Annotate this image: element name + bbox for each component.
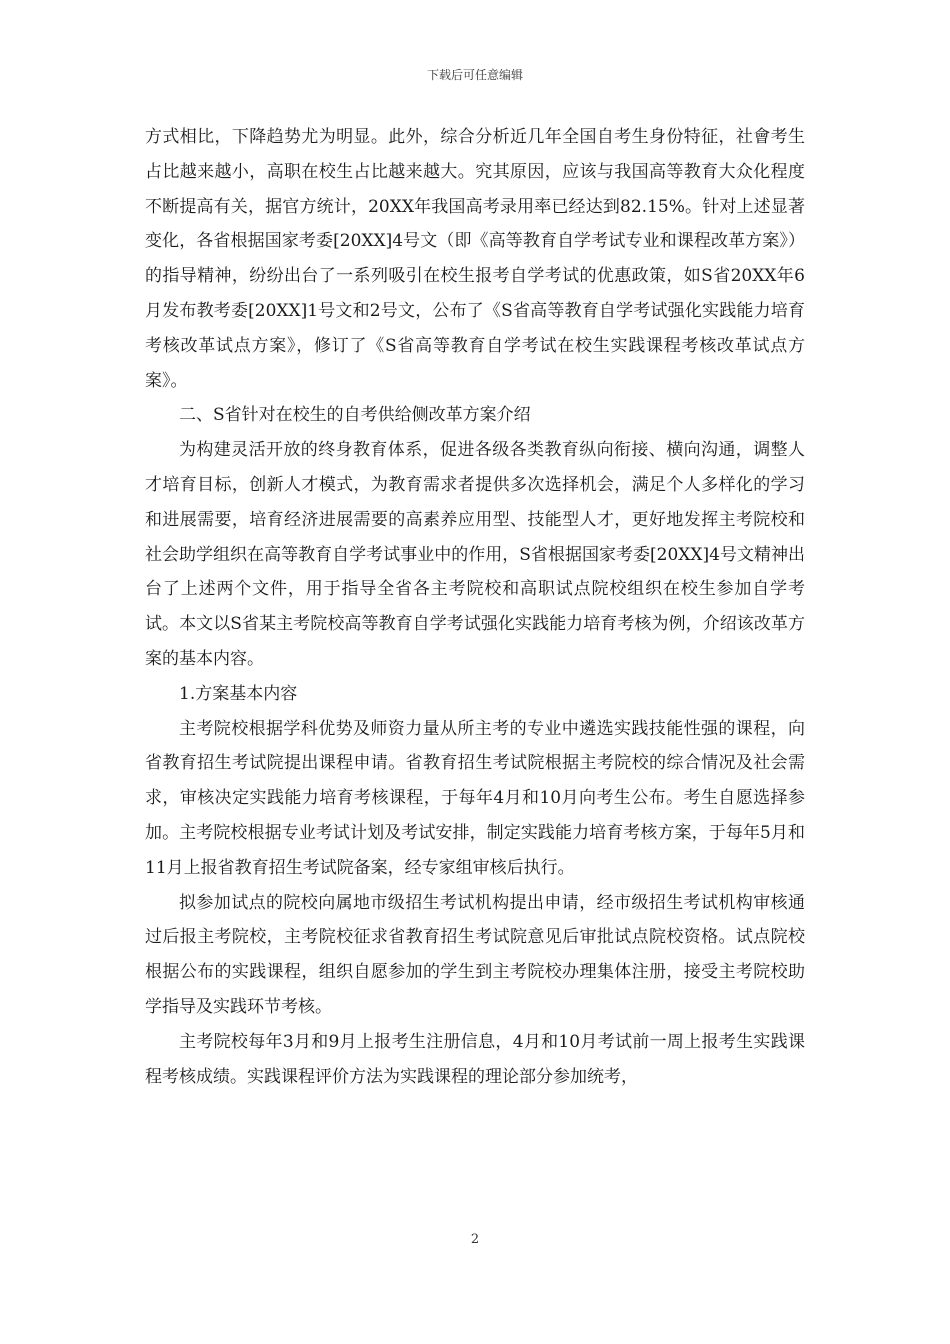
paragraph: 主考院校每年3月和9月上报考生注册信息，4月和10月考试前一周上报考生实践课程考核成绩。实践课程评价方法为实践课程的理论部分参加统考， <box>145 1031 805 1087</box>
paragraph: 拟参加试点的院校向属地市级招生考试机构提出申请，经市级招生考试机构审核通过后报主考院校，主考院校征求省教育招生考试院意见后审批试点院校资格。试点院校根据公布的实践课程，组织自愿参加的学生到主考院校办理集体注册，接受主考院校助学指导及实践环节考核。 <box>145 892 805 1017</box>
subsection-heading: 1.方案基本内容 <box>179 683 298 704</box>
paragraph-continuation: 方式相比，下降趋势尤为明显。此外，综合分析近几年全国自考生身份特征，社會考生占比越来越小，高职在校生占比越来越大。究其原因，应该与我国高等教育大众化程度不断提高有关，据官方统计，20XX年我国高考录用率已经达到82.15%。针对上述显著变化，各省根据国家考委[20XX]4号文（即《高等教育自学考试专业和课程改革方案》）的指导精神，纷纷出台了一系列吸引在校生报考自学考试的优惠政策，如S省20XX年6月发布教考委[20XX]1号文和2号文，公布了《S省高等教育自学考试强化实践能力培育考核改革试点方案》，修订了《S省高等教育自学考试在校生实践课程考核改革试点方案》。 <box>145 127 805 391</box>
paragraph: 主考院校根据学科优势及师资力量从所主考的专业中遴选实践技能性强的课程，向省教育招生考试院提出课程申请。省教育招生考试院根据主考院校的综合情况及社会需求，审核决定实践能力培育考核课程，于每年4月和10月向考生公布。考生自愿选择参加。主考院校根据专业考试计划及考试安排，制定实践能力培育考核方案，于每年5月和11月上报省教育招生考试院备案，经专家组审核后执行。 <box>145 718 805 878</box>
page-number: 2 <box>470 1232 480 1247</box>
page-header: 下载后可任意编辑 <box>426 68 523 82</box>
paragraph: 为构建灵活开放的终身教育体系，促进各级各类教育纵向衔接、横向沟通，调整人才培育目标，创新人才模式，为教育需求者提供多次选择机会，满足个人多样化的学习和进展需要，培育经济进展需要的高素养应用型、技能型人才，更好地发挥主考院校和社会助学组织在高等教育自学考试事业中的作用，S省根据国家考委[20XX]4号文精神出台了上述两个文件，用于指导全省各主考院校和高职试点院校组织在校生参加自学考试。本文以S省某主考院校高等教育自学考试强化实践能力培育考核为例，介绍该改革方案的基本内容。 <box>145 440 805 669</box>
document-body <box>145 120 805 1094</box>
section-heading: 二、S省针对在校生的自考供给侧改革方案介绍 <box>179 405 531 426</box>
